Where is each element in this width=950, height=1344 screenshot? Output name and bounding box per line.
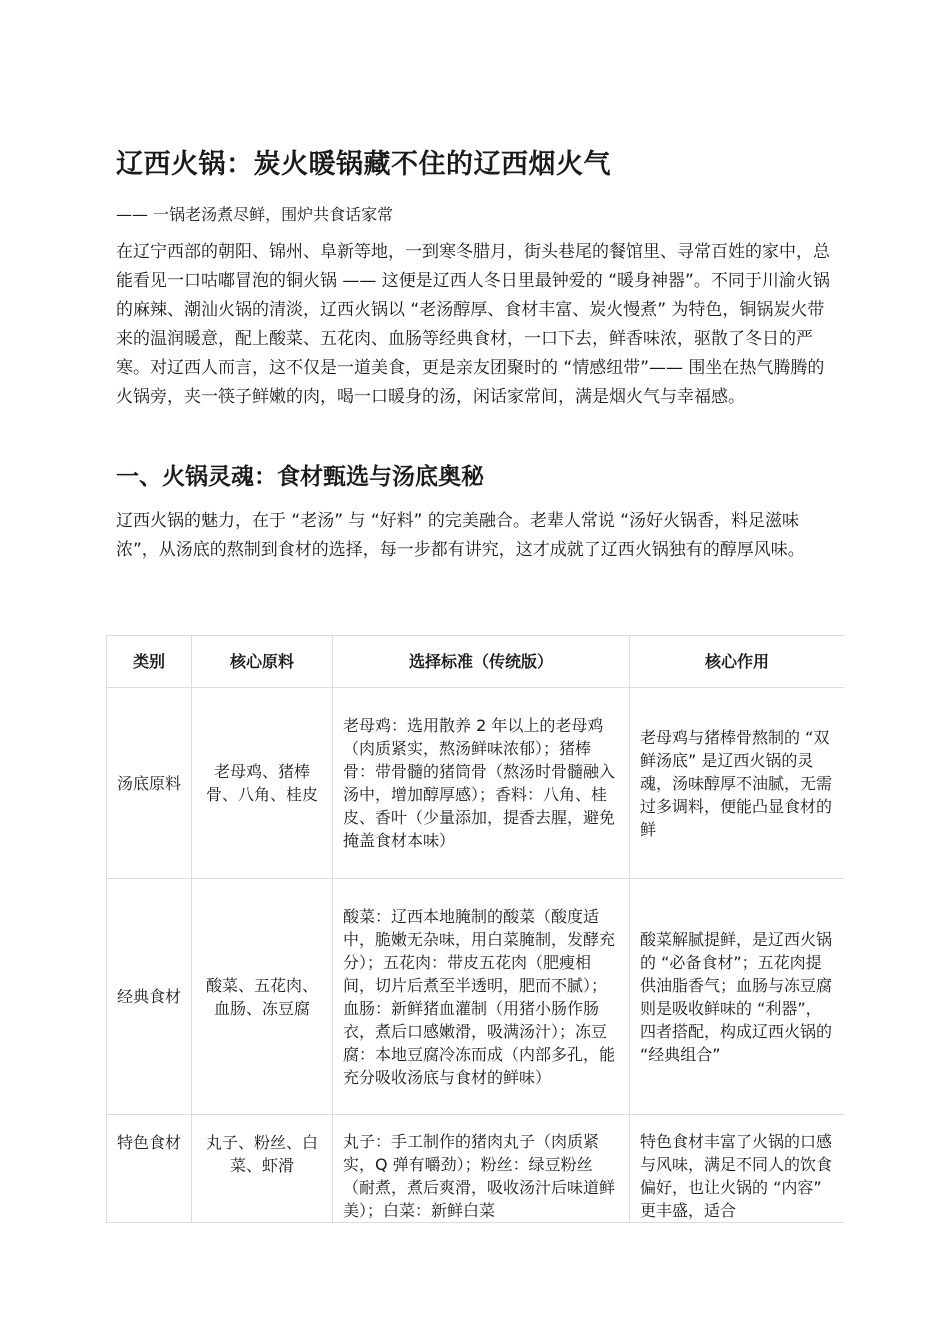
table-header-row — [107, 636, 845, 688]
cell-core: 老母鸡、猪棒骨、八角、桂皮 — [192, 688, 333, 879]
cell-standard: 丸子：手工制作的猪肉丸子（肉质紧实，Q 弹有嚼劲）；粉丝：绿豆粉丝（耐煮，煮后爽滑，吸收汤汁后味道鲜美）；白菜：新鲜白菜 — [333, 1115, 630, 1223]
section-paragraph: 辽西火锅的魅力，在于 “老汤” 与 “好料” 的完美融合。老辈人常说 “汤好火锅香，料足滋味浓”，从汤底的熬制到食材的选择，每一步都有讲究，这才成就了辽西火锅独有的醇厚风味。 — [116, 511, 805, 560]
cell-core: 酸菜、五花肉、血肠、冻豆腐 — [192, 879, 333, 1115]
cell-category: 特色食材 — [107, 1115, 192, 1223]
header-category: 类别 — [107, 636, 192, 688]
ingredients-table-container — [106, 635, 844, 1224]
ingredients-table — [106, 635, 844, 1223]
cell-standard: 老母鸡：选用散养 2 年以上的老母鸡（肉质紧实，熬汤鲜味浓郁）；猪棒骨：带骨髓的猪筒骨（熬汤时骨髓融入汤中，增加醇厚感）；香料：八角、桂皮、香叶（少量添加，提香去腥，避免掩盖食材本味） — [333, 688, 630, 879]
header-core: 核心原料 — [192, 636, 333, 688]
cell-role: 酸菜解腻提鲜，是辽西火锅的 “必备食材”；五花肉提供油脂香气；血肠与冻豆腐则是吸收鲜味的 “利器”，四者搭配，构成辽西火锅的 “经典组合” — [630, 879, 845, 1115]
cell-core: 丸子、粉丝、白菜、虾滑 — [192, 1115, 333, 1223]
section-heading: 一、火锅灵魂：食材甄选与汤底奥秘 — [116, 464, 484, 490]
cell-role: 特色食材丰富了火锅的口感与风味，满足不同人的饮食偏好，也让火锅的 “内容” 更丰盛，适合 — [630, 1115, 845, 1223]
cell-category: 汤底原料 — [107, 688, 192, 879]
header-standard: 选择标准（传统版） — [333, 636, 630, 688]
table-row — [107, 1115, 845, 1223]
cell-standard: 酸菜：辽西本地腌制的酸菜（酸度适中，脆嫩无杂味，用白菜腌制，发酵充分）；五花肉：带皮五花肉（肥瘦相间，切片后煮至半透明，肥而不腻）；血肠：新鲜猪血灌制（用猪小肠作肠衣，煮后口感嫩滑，吸满汤汁）；冻豆腐：本地豆腐冷冻而成（内部多孔，能充分吸收汤底与食材的鲜味） — [333, 879, 630, 1115]
cell-category: 经典食材 — [107, 879, 192, 1115]
header-role: 核心作用 — [630, 636, 845, 688]
table-row — [107, 879, 845, 1115]
article-title: 辽西火锅：炭火暖锅藏不住的辽西烟火气 — [116, 149, 611, 180]
article-subtitle: —— 一锅老汤煮尽鲜，围炉共食话家常 — [116, 205, 394, 224]
table-row — [107, 688, 845, 879]
intro-paragraph: 在辽宁西部的朝阳、锦州、阜新等地，一到寒冬腊月，街头巷尾的餐馆里、寻常百姓的家中，总能看见一口咕嘟冒泡的铜火锅 —— 这便是辽西人冬日里最钟爱的 “暖身神器”。不同于川渝火锅的麻辣、潮汕火锅的清淡，辽西火锅以 “老汤醇厚、食材丰富、炭火慢煮” 为特色，铜锅炭火带来的温润暖意，配上酸菜、五花肉、血肠等经典食材，一口下去，鲜香味浓，驱散了冬日的严寒。对辽西人而言，这不仅是一道美食，更是亲友团聚时的 “情感纽带”—— 围坐在热气腾腾的火锅旁，夹一筷子鲜嫩的肉，喝一口暖身的汤，闲话家常间，满是烟火气与幸福感。 — [116, 242, 830, 407]
cell-role: 老母鸡与猪棒骨熬制的 “双鲜汤底” 是辽西火锅的灵魂，汤味醇厚不油腻，无需过多调料，便能凸显食材的鲜 — [630, 688, 845, 879]
